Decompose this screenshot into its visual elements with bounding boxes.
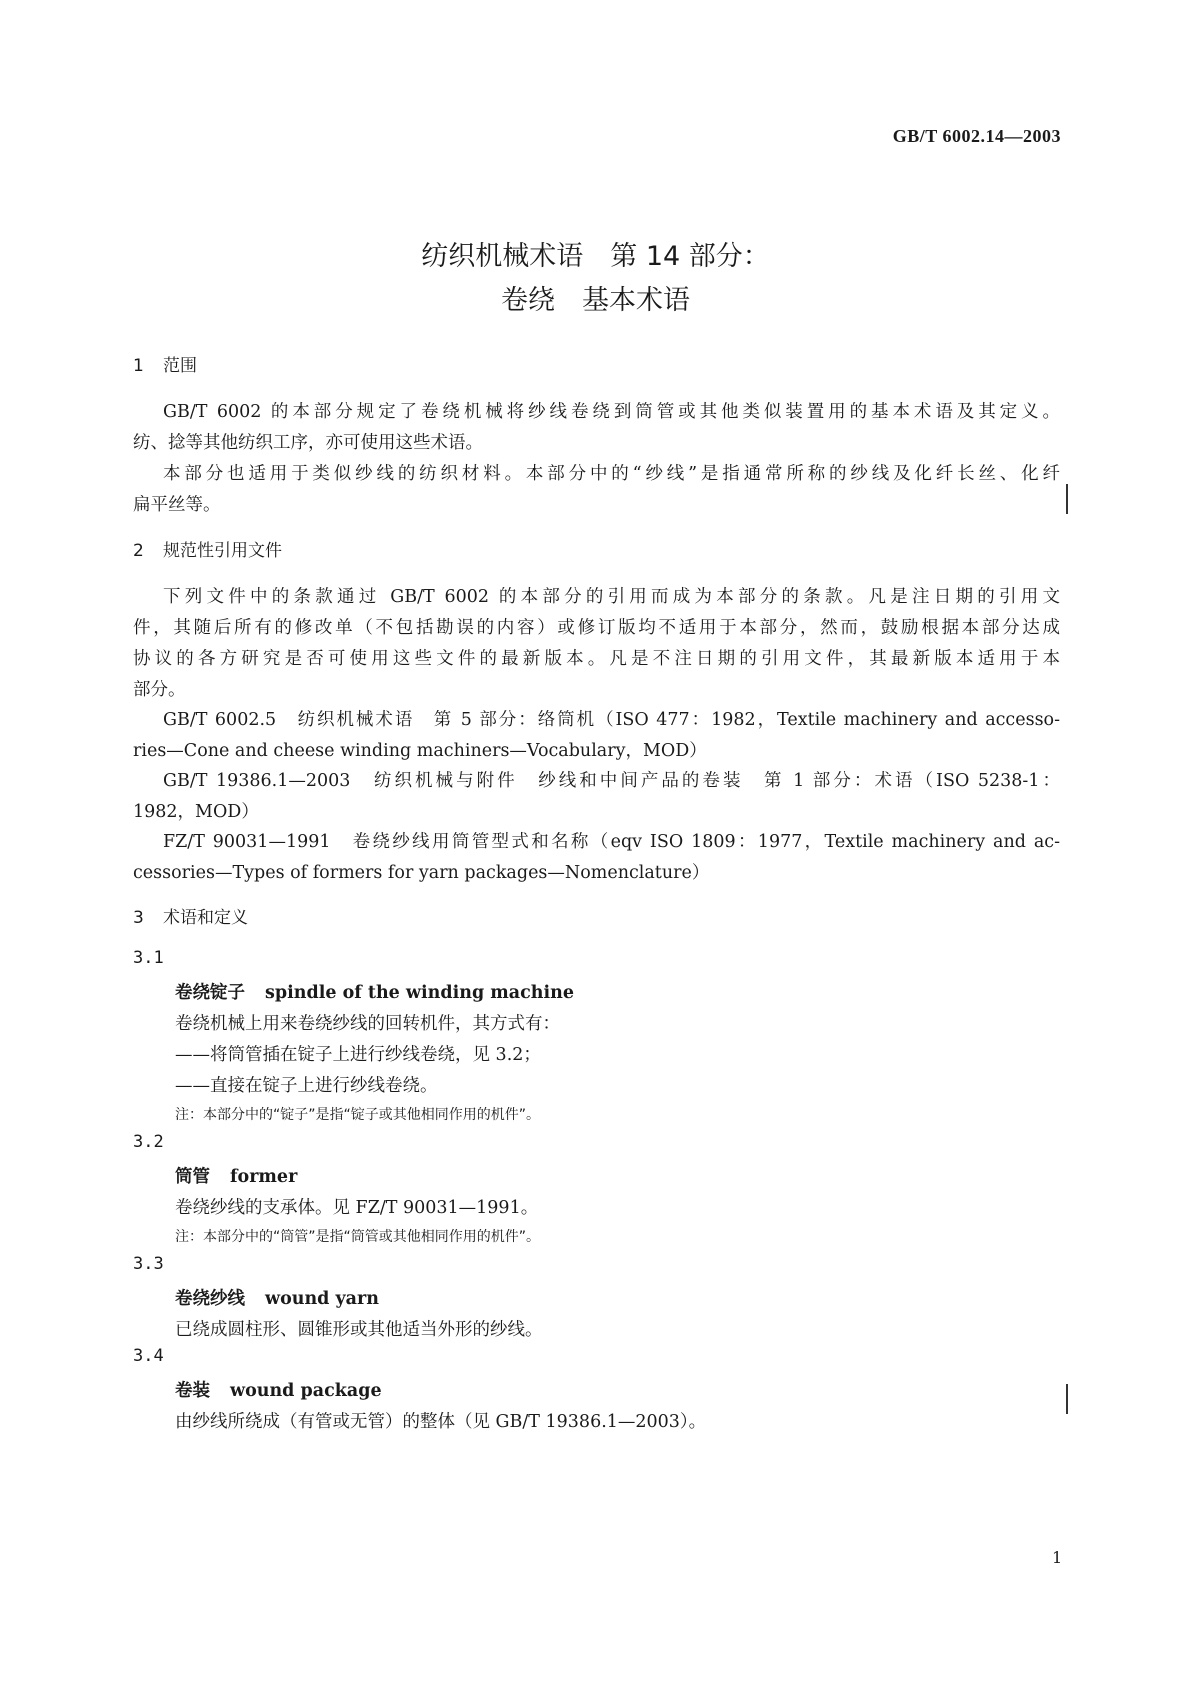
term-heading — [175, 1285, 379, 1310]
reference-1-line2: ries—Cone and cheese winding machiners—Vocabulary，MOD） — [133, 741, 707, 761]
sec2-paragraph-line4: 部分。 — [133, 680, 186, 700]
page-number: 1 — [1052, 1548, 1063, 1567]
term-chinese: 卷装 — [175, 1381, 210, 1401]
term-definition: 卷绕机械上用来卷绕纱线的回转机件，其方式有： — [175, 1014, 560, 1034]
section-number: 2 — [133, 541, 144, 561]
sec1-paragraph1-line1: GB/T 6002 的本部分规定了卷绕机械将纱线卷绕到筒管或其他类似装置用的基本术语及其定义。 — [163, 402, 1060, 422]
term-definition: 由纱线所绕成（有管或无管）的整体（见 GB/T 19386.1—2003）。 — [175, 1412, 707, 1432]
term-definition: 卷绕纱线的支承体。见 FZ/T 90031—1991。 — [175, 1198, 539, 1218]
sec2-paragraph-line3: 协议的各方研究是否可使用这些文件的最新版本。凡是不注日期的引用文件，其最新版本适用于本 — [133, 649, 1060, 669]
list-item: ——将筒管插在锭子上进行纱线卷绕，见 3.2； — [175, 1045, 541, 1065]
reference-2-line1: GB/T 19386.1—2003 纺织机械与附件 纱线和中间产品的卷装 第 1 部分：术语（ISO 5238-1： — [163, 771, 1060, 791]
sec1-paragraph1-line2: 纺、捻等其他纺织工序，亦可使用这些术语。 — [133, 433, 483, 453]
term-note: 注：本部分中的“筒管”是指“筒管或其他相同作用的机件”。 — [175, 1229, 541, 1245]
reference-2-line2: 1982，MOD） — [133, 802, 259, 822]
reference-1-line1: GB/T 6002.5 纺织机械术语 第 5 部分：络筒机（ISO 477：1982，Textile machinery and accesso- — [163, 710, 1060, 730]
term-note: 注：本部分中的“锭子”是指“锭子或其他相同作用的机件”。 — [175, 1107, 541, 1123]
section-3-heading — [133, 903, 248, 928]
reference-3-line1: FZ/T 90031—1991 卷绕纱线用筒管型式和名称（eqv ISO 1809：1977，Textile machinery and ac- — [163, 832, 1060, 852]
section-number: 3 — [133, 908, 144, 928]
sec2-paragraph-line2: 件，其随后所有的修改单（不包括勘误的内容）或修订版均不适用于本部分，然而，鼓励根据本部分达成 — [133, 618, 1060, 638]
section-title: 规范性引用文件 — [163, 541, 282, 561]
term-chinese: 筒管 — [175, 1167, 210, 1187]
term-chinese: 卷绕锭子 — [175, 983, 245, 1003]
term-heading — [175, 979, 574, 1004]
clause-number: 3.4 — [133, 1346, 164, 1366]
section-title: 术语和定义 — [163, 908, 248, 928]
section-2-heading — [133, 536, 282, 561]
section-number: 1 — [133, 356, 144, 376]
document-title-line1: 纺织机械术语 第 14 部分： — [421, 241, 770, 272]
term-english: wound yarn — [265, 1289, 379, 1309]
standard-number: GB/T 6002.14—2003 — [892, 126, 1061, 146]
clause-number: 3.3 — [133, 1254, 164, 1274]
clause-number: 3.2 — [133, 1132, 164, 1152]
term-definition: 已绕成圆柱形、圆锥形或其他适当外形的纱线。 — [175, 1320, 543, 1340]
reference-3-line2: cessories—Types of formers for yarn packages—Nomenclature） — [133, 863, 710, 883]
term-english: former — [230, 1167, 298, 1187]
section-1-heading — [133, 351, 197, 376]
section-title: 范围 — [163, 356, 197, 376]
clause-number: 3.1 — [133, 948, 164, 968]
list-item: ——直接在锭子上进行纱线卷绕。 — [175, 1076, 438, 1096]
sec1-paragraph2-line2: 扁平丝等。 — [133, 495, 221, 515]
sec2-paragraph-line1: 下列文件中的条款通过 GB/T 6002 的本部分的引用而成为本部分的条款。凡是注日期的引用文 — [163, 587, 1060, 607]
change-bar — [1066, 1384, 1068, 1414]
term-english: spindle of the winding machine — [265, 983, 575, 1003]
term-heading — [175, 1377, 382, 1402]
term-english: wound package — [230, 1381, 382, 1401]
term-chinese: 卷绕纱线 — [175, 1289, 245, 1309]
change-bar — [1066, 484, 1068, 514]
sec1-paragraph2-line1: 本部分也适用于类似纱线的纺织材料。本部分中的“纱线”是指通常所称的纱线及化纤长丝、化纤 — [163, 464, 1060, 484]
document-title-line2: 卷绕 基本术语 — [501, 285, 690, 316]
term-heading — [175, 1163, 297, 1188]
